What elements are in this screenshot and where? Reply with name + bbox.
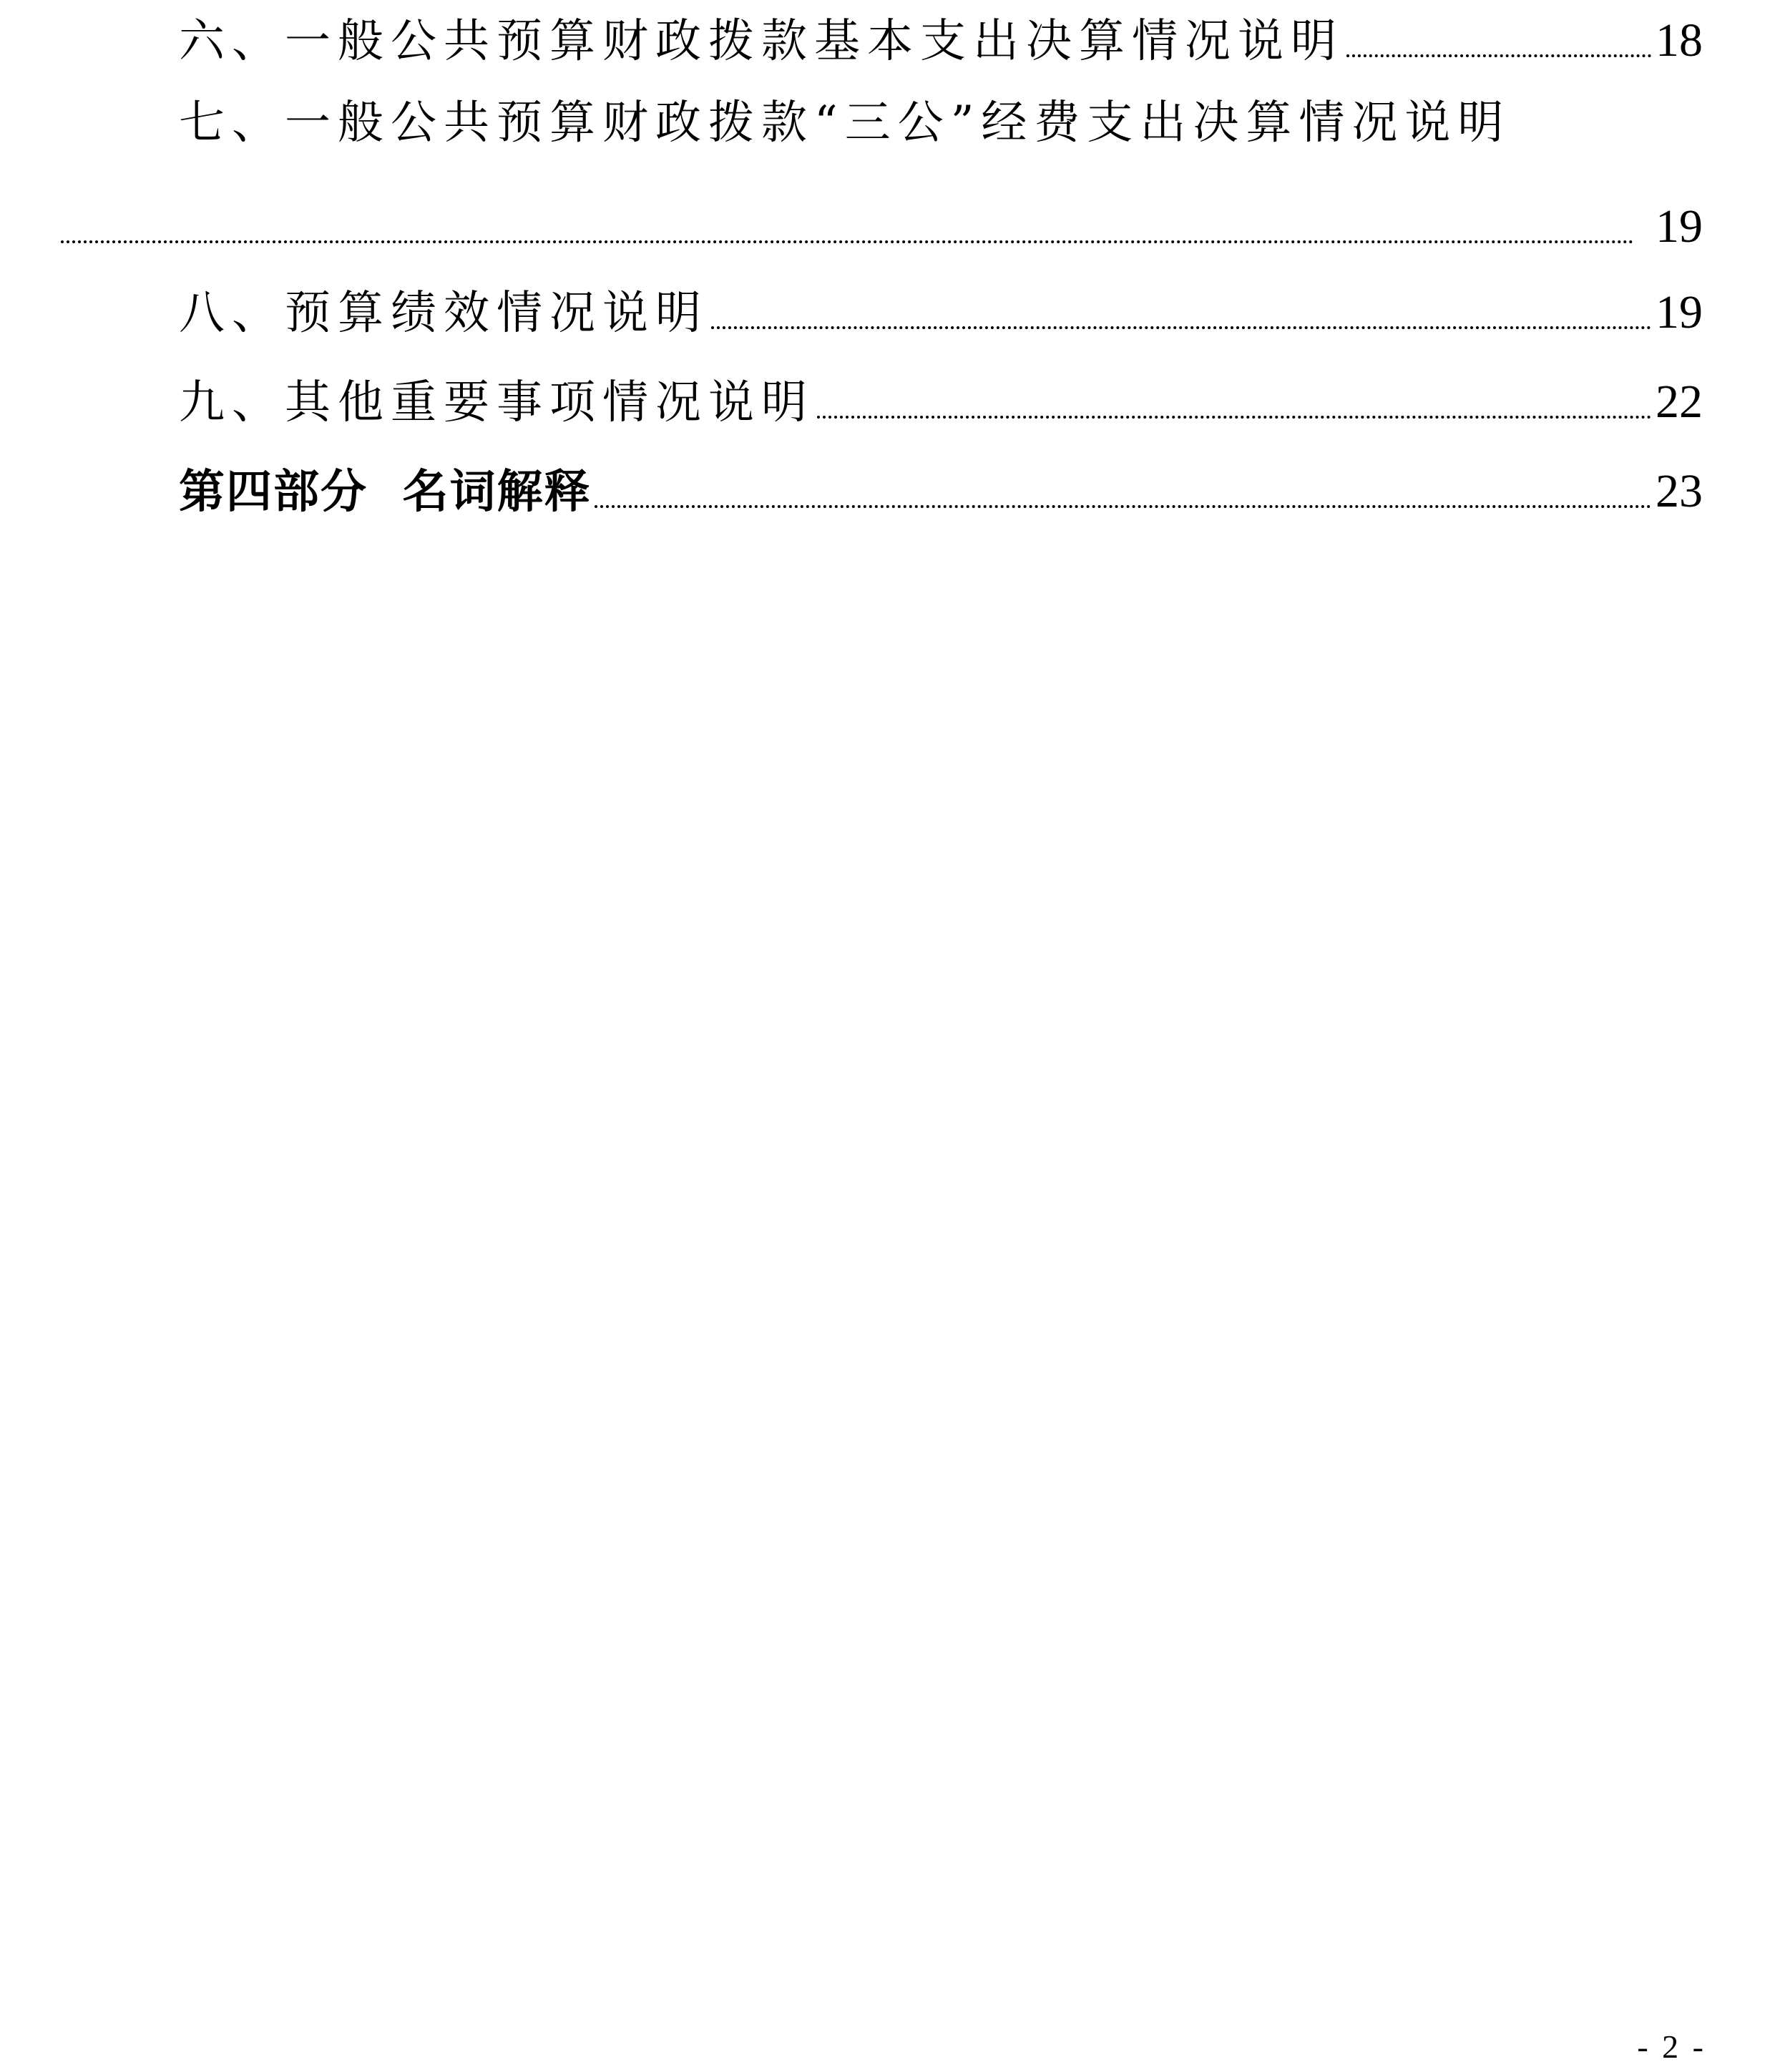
toc-entry-page: 23 <box>1656 465 1703 517</box>
toc-entry-page: 19 <box>1656 200 1703 253</box>
page-number: - 2 - <box>1637 2028 1706 2065</box>
dot-leader <box>61 240 1634 243</box>
toc-entry-leader-line <box>61 186 1703 253</box>
toc-entry-label: 七、一般公共预算财政拨款“三公”经费支出决算情况说明 <box>179 97 1511 150</box>
toc-entry-page: 18 <box>1656 14 1703 67</box>
dot-leader <box>817 416 1651 419</box>
toc-entry-9[interactable] <box>179 361 1703 429</box>
toc-part-4[interactable] <box>179 451 1703 519</box>
toc-entry-page: 19 <box>1656 286 1703 338</box>
toc-entry-6[interactable] <box>179 0 1703 68</box>
toc-entry-8[interactable] <box>179 272 1703 340</box>
toc-entry-label: 六、一般公共预算财政拨款基本支出决算情况说明 <box>179 15 1344 68</box>
toc-entry-label: 八、预算绩效情况说明 <box>179 287 708 340</box>
dot-leader <box>595 505 1651 508</box>
dot-leader <box>711 326 1651 329</box>
toc-entry-label: 九、其他重要事项情况说明 <box>179 376 814 429</box>
toc-part-label: 第四部分 名词解释 <box>179 466 592 519</box>
toc-entry-page: 22 <box>1656 376 1703 428</box>
dot-leader <box>1346 54 1651 57</box>
